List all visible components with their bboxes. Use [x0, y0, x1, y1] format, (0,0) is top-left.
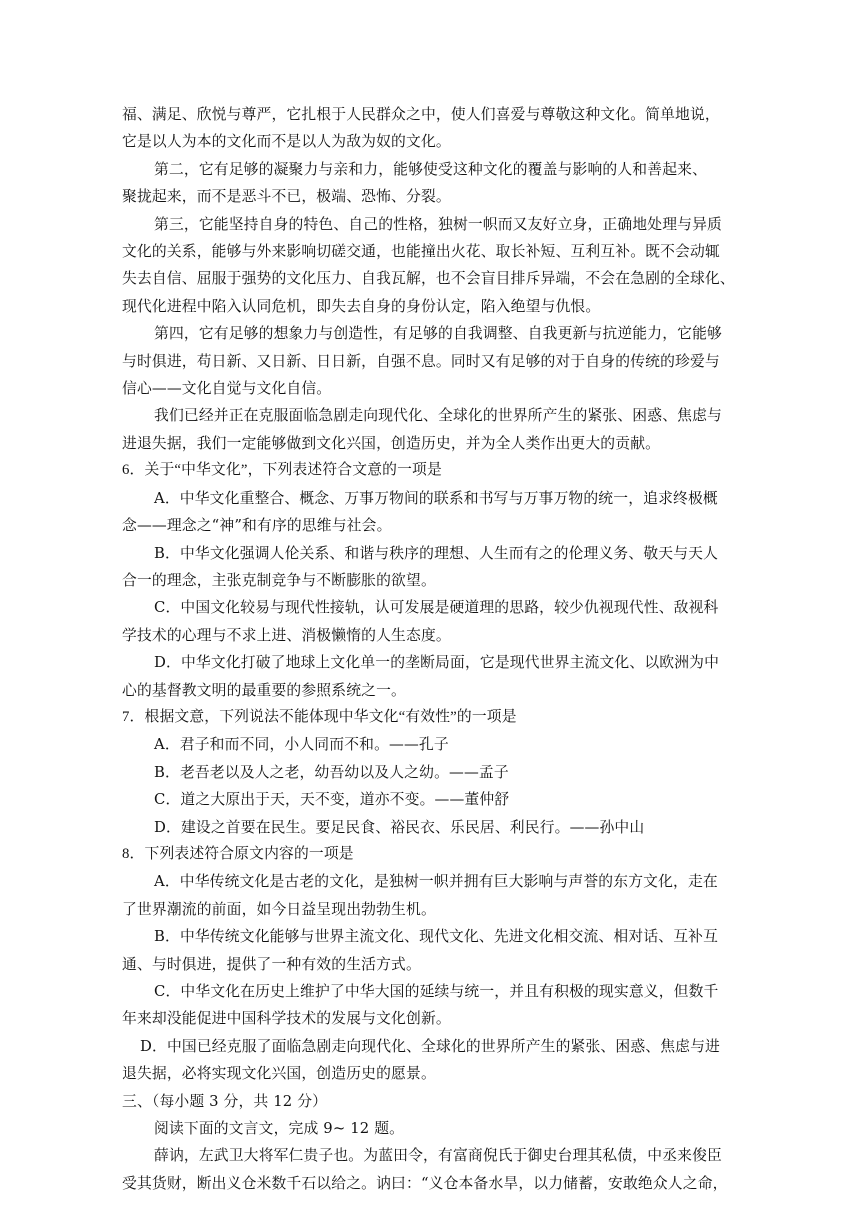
paragraph-line: 第四，它有足够的想象力与创造性，有足够的自我调整、自我更新与抗逆能力，它能够 [154, 325, 722, 343]
text-line: 聚拢起来，而不是恶斗不已，极端、恐怖、分裂。 [122, 188, 451, 206]
option-d: D．建设之首要在民生。要足民食、裕民衣、乐民居、利民行。——孙中山 [154, 818, 645, 836]
question-6: 6．关于“中华文化”，下列表述符合文意的一项是 [122, 462, 442, 479]
option-c: C．中华文化在历史上维护了中华大国的延续与统一，并且有积极的现实意义，但数千 [154, 983, 719, 1000]
paragraph-line: 我们已经并正在克服面临急剧走向现代化、全球化的世界所产生的紧张、困惑、焦虑与 [154, 407, 722, 425]
option-a: A．中华文化重整合、概念、万事万物间的联系和书写与万事万物的统一，追求终极概 [154, 489, 718, 507]
option-c: C．中国文化较易与现代性接轨，认可发展是硬道理的思路，较少仇视现代性、敌视科 [154, 599, 719, 617]
text-line: 文化的关系，能够与外来影响切磋交通，也能撞出火花、取长补短、互利互补。既不会动辄 [122, 243, 720, 261]
text-line: 合一的理念，主张克制竞争与不断膨胀的欲望。 [122, 571, 436, 589]
document-body [122, 101, 735, 1197]
text-line: 与时俱进，苟日新、又日新、日日新，自强不息。同时又有足够的对于自身的传统的珍爱与 [122, 352, 720, 370]
instruction-line: 阅读下面的文言文，完成 9~ 12 题。 [154, 1120, 405, 1138]
text-line: 学技术的心理与不求上进、消极懒惰的人生态度。 [122, 626, 451, 644]
paragraph-line: 第三，它能坚持自身的特色、自己的性格，独树一帜而又友好立身，正确地处理与异质 [154, 215, 722, 233]
question-8: 8．下列表述符合原文内容的一项是 [122, 845, 354, 862]
text-line: 念——理念之“神”和有序的思维与社会。 [122, 517, 392, 535]
text-line: 信心——文化自觉与文化自信。 [122, 380, 332, 398]
option-b: B．中华传统文化能够与世界主流文化、现代文化、先进文化相交流、相对话、互补互 [154, 928, 719, 946]
question-7: 7．根据文意，下列说法不能体现中华文化“有效性”的一项是 [122, 708, 517, 725]
section-heading: 三、（每小题 3 分，共 12 分） [122, 1092, 328, 1110]
option-d: D．中国已经克服了面临急剧走向现代化、全球化的世界所产生的紧张、困惑、焦虑与进 [140, 1037, 720, 1055]
paragraph-line: 第二，它有足够的凝聚力与亲和力，能够使受这种文化的覆盖与影响的人和善起来、 [154, 160, 708, 178]
text-line: 年来却没能促进中国科学技术的发展与文化创新。 [122, 1010, 451, 1028]
option-d: D．中华文化打破了地球上文化单一的垄断局面，它是现代世界主流文化、以欧洲为中 [154, 654, 720, 672]
option-c: C．道之大原出于天，天不变，道亦不变。——董仲舒 [154, 791, 510, 809]
text-line: 现代化进程中陷入认同危机，即失去自身的身份认定，陷入绝望与仇恨。 [122, 297, 601, 315]
option-a: A．中华传统文化是古老的文化，是独树一帜并拥有巨大影响与声誉的东方文化，走在 [154, 873, 718, 891]
text-line: 通、与时俱进，提供了一种有效的生活方式。 [122, 955, 421, 973]
text-line: 它是以人为本的文化而不是以人为敌为奴的文化。 [122, 133, 451, 151]
text-line: 心的基督教文明的最重要的参照系统之一。 [122, 681, 406, 699]
text-line: 失去自信、屈服于强势的文化压力、自我瓦解，也不会盲目排斥异端，不会在急剧的全球化、 [122, 270, 735, 288]
option-b: B．老吾老以及人之老，幼吾幼以及人之幼。——孟子 [154, 763, 509, 781]
text-line: 福、满足、欣悦与尊严，它扎根于人民群众之中，使人们喜爱与尊敬这种文化。简单地说， [122, 106, 720, 123]
text-line: 了世界潮流的前面，如今日益呈现出勃勃生机。 [122, 900, 436, 918]
classical-text-line: 薛讷，左武卫大将军仁贵子也。为蓝田令，有富商倪氏于御史台理其私债，中丞来俊臣 [154, 1147, 722, 1165]
option-a: A．君子和而不同，小人同而不和。——孔子 [154, 736, 449, 754]
text-line: 进退失据，我们一定能够做到文化兴国，创造历史，并为全人类作出更大的贡献。 [122, 434, 661, 452]
classical-text-line: 受其货财，断出义仓米数千石以给之。讷曰：“义仓本备水旱，以力储蓄，安敢绝众人之命， [122, 1174, 728, 1192]
option-b: B．中华文化强调人伦关系、和谐与秩序的理想、人生而有之的伦理义务、敬天与天人 [154, 544, 719, 562]
text-line: 退失据，必将实现文化兴国，创造历史的愿景。 [122, 1065, 436, 1083]
